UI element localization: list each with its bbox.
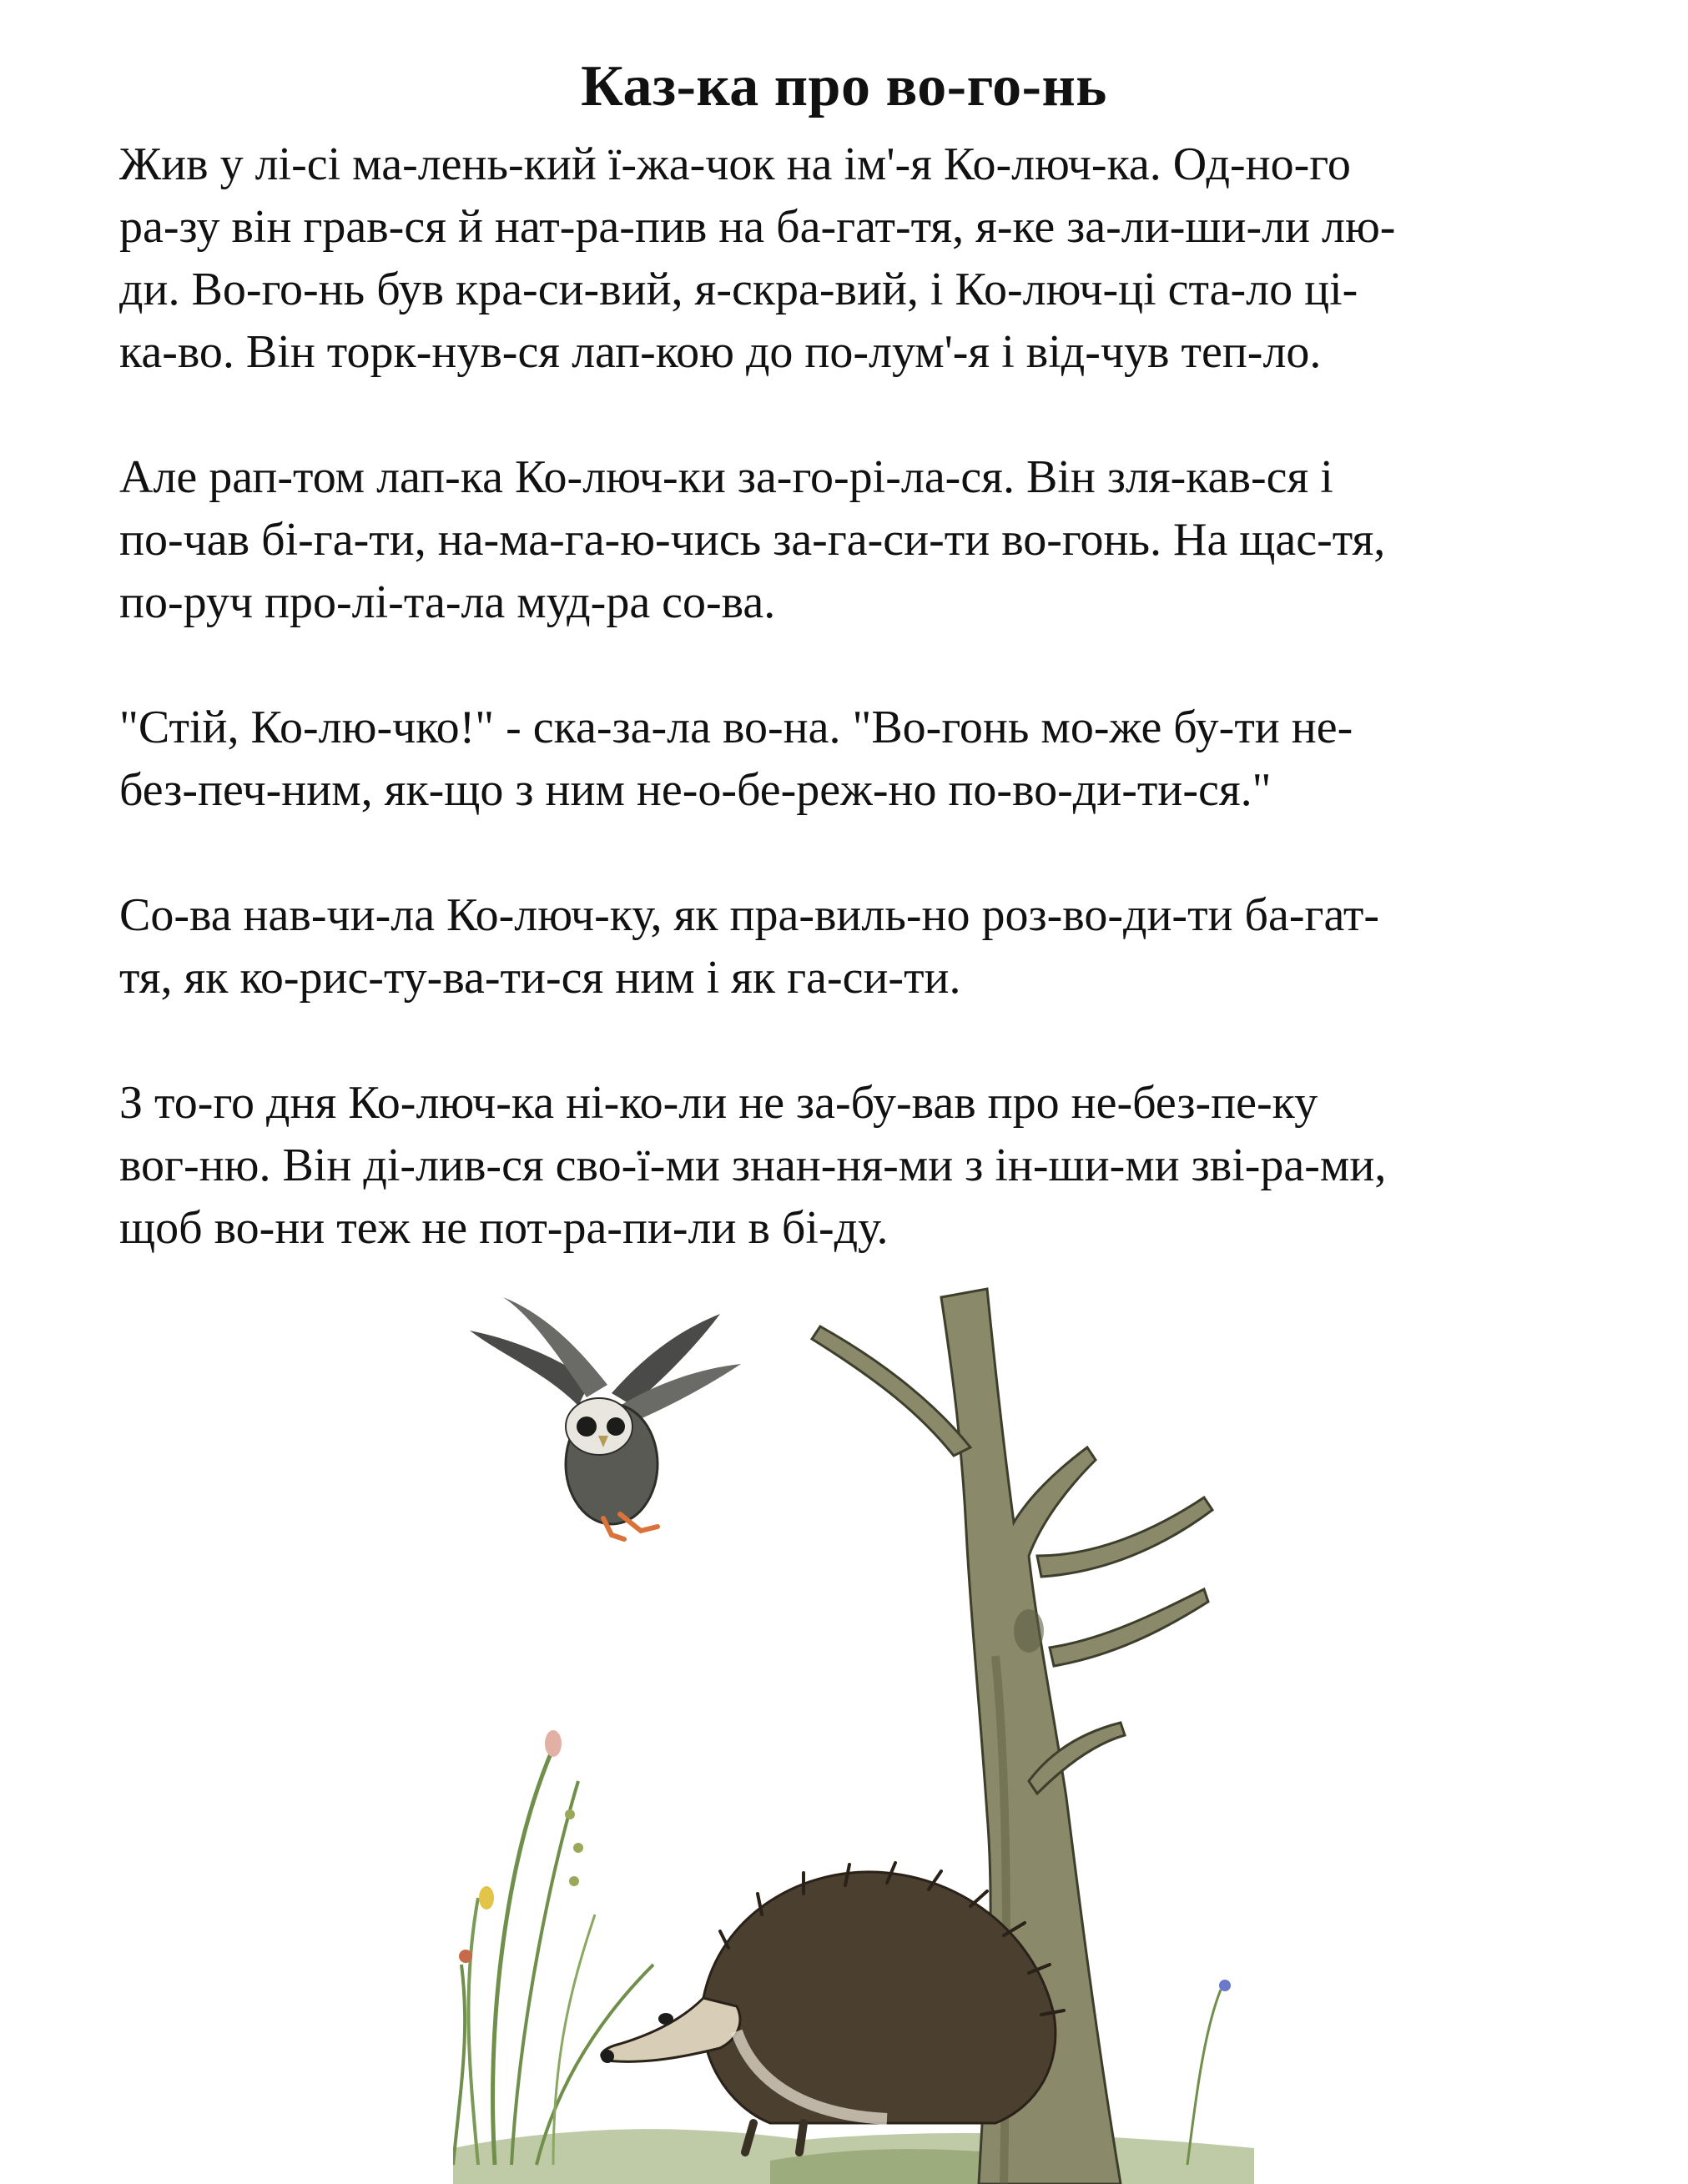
text-line: "Стій, Ко-лю-чко!" - ска-за-ла во-на. "Во-гонь мо-же бу-ти не- <box>119 702 1353 753</box>
text-line: Жив у лі-сі ма-лень-кий ї-жа-чок на ім'-я Ко-люч-ка. Од-но-го <box>119 138 1351 190</box>
paragraph-2 <box>119 446 1571 634</box>
paragraph-5 <box>119 1072 1571 1260</box>
paragraph-4 <box>119 884 1571 1009</box>
story-illustration <box>453 1281 1254 2184</box>
text-line: Со-ва нав-чи-ла Ко-люч-ку, як пра-виль-но роз-во-ди-ти ба-гат- <box>119 889 1380 941</box>
text-line: щоб во-ни теж не пот-ра-пи-ли в бі-ду. <box>119 1202 889 1254</box>
text-line: вог-ню. Він ді-лив-ся сво-ї-ми знан-ня-ми з ін-ши-ми зві-ра-ми, <box>119 1140 1387 1191</box>
text-line: без-печ-ним, як-що з ним не-о-бе-реж-но по-во-ди-ти-ся." <box>119 764 1272 816</box>
text-line: тя, як ко-рис-ту-ва-ти-ся ним і як га-си-ти. <box>119 952 961 1004</box>
text-line: З то-го дня Ко-люч-ка ні-ко-ли не за-бу-вав про не-без-пе-ку <box>119 1077 1318 1129</box>
text-line: ди. Во-го-нь був кра-си-вий, я-скра-вий, і Ко-люч-ці ста-ло ці- <box>119 264 1358 315</box>
text-line: по-чав бі-га-ти, на-ма-га-ю-чись за-га-си-ти во-гонь. На щас-тя, <box>119 514 1386 566</box>
paragraph-1 <box>119 133 1571 384</box>
text-line: по-руч про-лі-та-ла муд-ра со-ва. <box>119 576 776 628</box>
paragraph-3 <box>119 697 1571 822</box>
owl-icon <box>470 1297 741 1539</box>
text-line: ра-зу він грав-ся й нат-ра-пив на ба-гат-тя, я-ке за-ли-ши-ли лю- <box>119 201 1396 253</box>
text-line: Але рап-том лап-ка Ко-люч-ки за-го-рі-ла-ся. Він зля-кав-ся і <box>119 451 1333 503</box>
story-text <box>119 133 1571 1322</box>
text-line: ка-во. Він торк-нув-ся лап-кою до по-лум'-я і від-чув теп-ло. <box>119 326 1322 378</box>
page-title: Каз-ка про во-го-нь <box>581 54 1107 118</box>
ground <box>453 2129 1254 2184</box>
